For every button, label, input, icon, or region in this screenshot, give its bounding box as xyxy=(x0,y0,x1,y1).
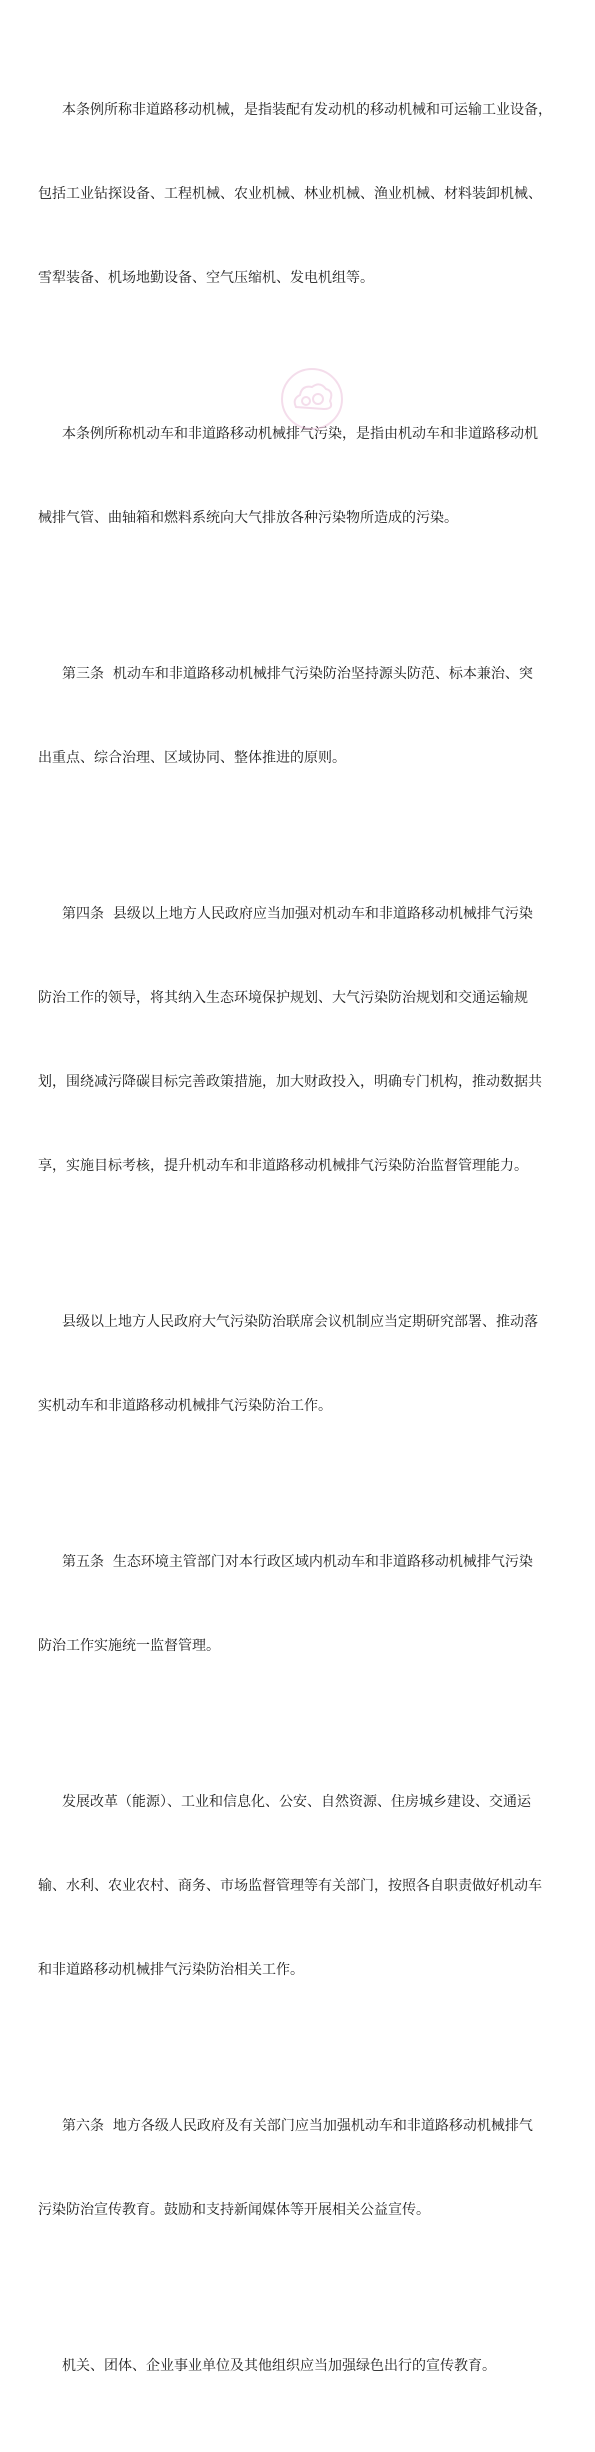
text-line: 划，围绕减污降碳目标完善政策措施，加大财政投入，明确专门机构，推动数据共 xyxy=(38,1074,542,1090)
article-5 xyxy=(38,1492,582,1716)
article-4 xyxy=(38,844,582,1236)
text-line: 出重点、综合治理、区域协同、整体推进的原则。 xyxy=(38,750,346,766)
paragraph-9 xyxy=(62,2296,582,2436)
text-line: 第四条 县级以上地方人民政府应当加强对机动车和非道路移动机械排气污染 xyxy=(62,906,533,922)
text-line: 实机动车和非道路移动机械排气污染防治工作。 xyxy=(38,1398,332,1414)
article-3 xyxy=(38,604,582,828)
text-line: 本条例所称机动车和非道路移动机械排气污染，是指由机动车和非道路移动机 xyxy=(62,426,538,442)
paragraph-1 xyxy=(38,40,582,348)
document-body xyxy=(38,40,582,2452)
text-line: 械排气管、曲轴箱和燃料系统向大气排放各种污染物所造成的污染。 xyxy=(38,510,458,526)
text-line: 县级以上地方人民政府大气污染防治联席会议机制应当定期研究部署、推动落 xyxy=(62,1314,538,1330)
text-line: 机关、团体、企业事业单位及其他组织应当加强绿色出行的宣传教育。 xyxy=(62,2358,496,2374)
text-line: 包括工业钻探设备、工程机械、农业机械、林业机械、渔业机械、材料装卸机械、 xyxy=(38,186,542,202)
text-line: 防治工作的领导，将其纳入生态环境保护规划、大气污染防治规划和交通运输规 xyxy=(38,990,528,1006)
text-line: 享，实施目标考核，提升机动车和非道路移动机械排气污染防治监督管理能力。 xyxy=(38,1158,528,1174)
paragraph-2 xyxy=(38,364,582,588)
text-line: 第五条 生态环境主管部门对本行政区域内机动车和非道路移动机械排气污染 xyxy=(62,1554,533,1570)
text-line: 本条例所称非道路移动机械，是指装配有发动机的移动机械和可运输工业设备， xyxy=(62,102,552,118)
text-line: 第三条 机动车和非道路移动机械排气污染防治坚持源头防范、标本兼治、突 xyxy=(62,666,533,682)
paragraph-7 xyxy=(38,1732,582,2040)
text-line: 雪犁装备、机场地勤设备、空气压缩机、发电机组等。 xyxy=(38,270,374,286)
article-6 xyxy=(38,2056,582,2280)
paragraph-5 xyxy=(38,1252,582,1476)
text-line: 发展改革（能源）、工业和信息化、公安、自然资源、住房城乡建设、交通运 xyxy=(62,1794,531,1810)
text-line: 污染防治宣传教育。鼓励和支持新闻媒体等开展相关公益宣传。 xyxy=(38,2202,430,2218)
text-line: 第六条 地方各级人民政府及有关部门应当加强机动车和非道路移动机械排气 xyxy=(62,2118,533,2134)
text-line: 和非道路移动机械排气污染防治相关工作。 xyxy=(38,1962,304,1978)
text-line: 输、水利、农业农村、商务、市场监督管理等有关部门，按照各自职责做好机动车 xyxy=(38,1878,542,1894)
text-line: 防治工作实施统一监督管理。 xyxy=(38,1638,220,1654)
